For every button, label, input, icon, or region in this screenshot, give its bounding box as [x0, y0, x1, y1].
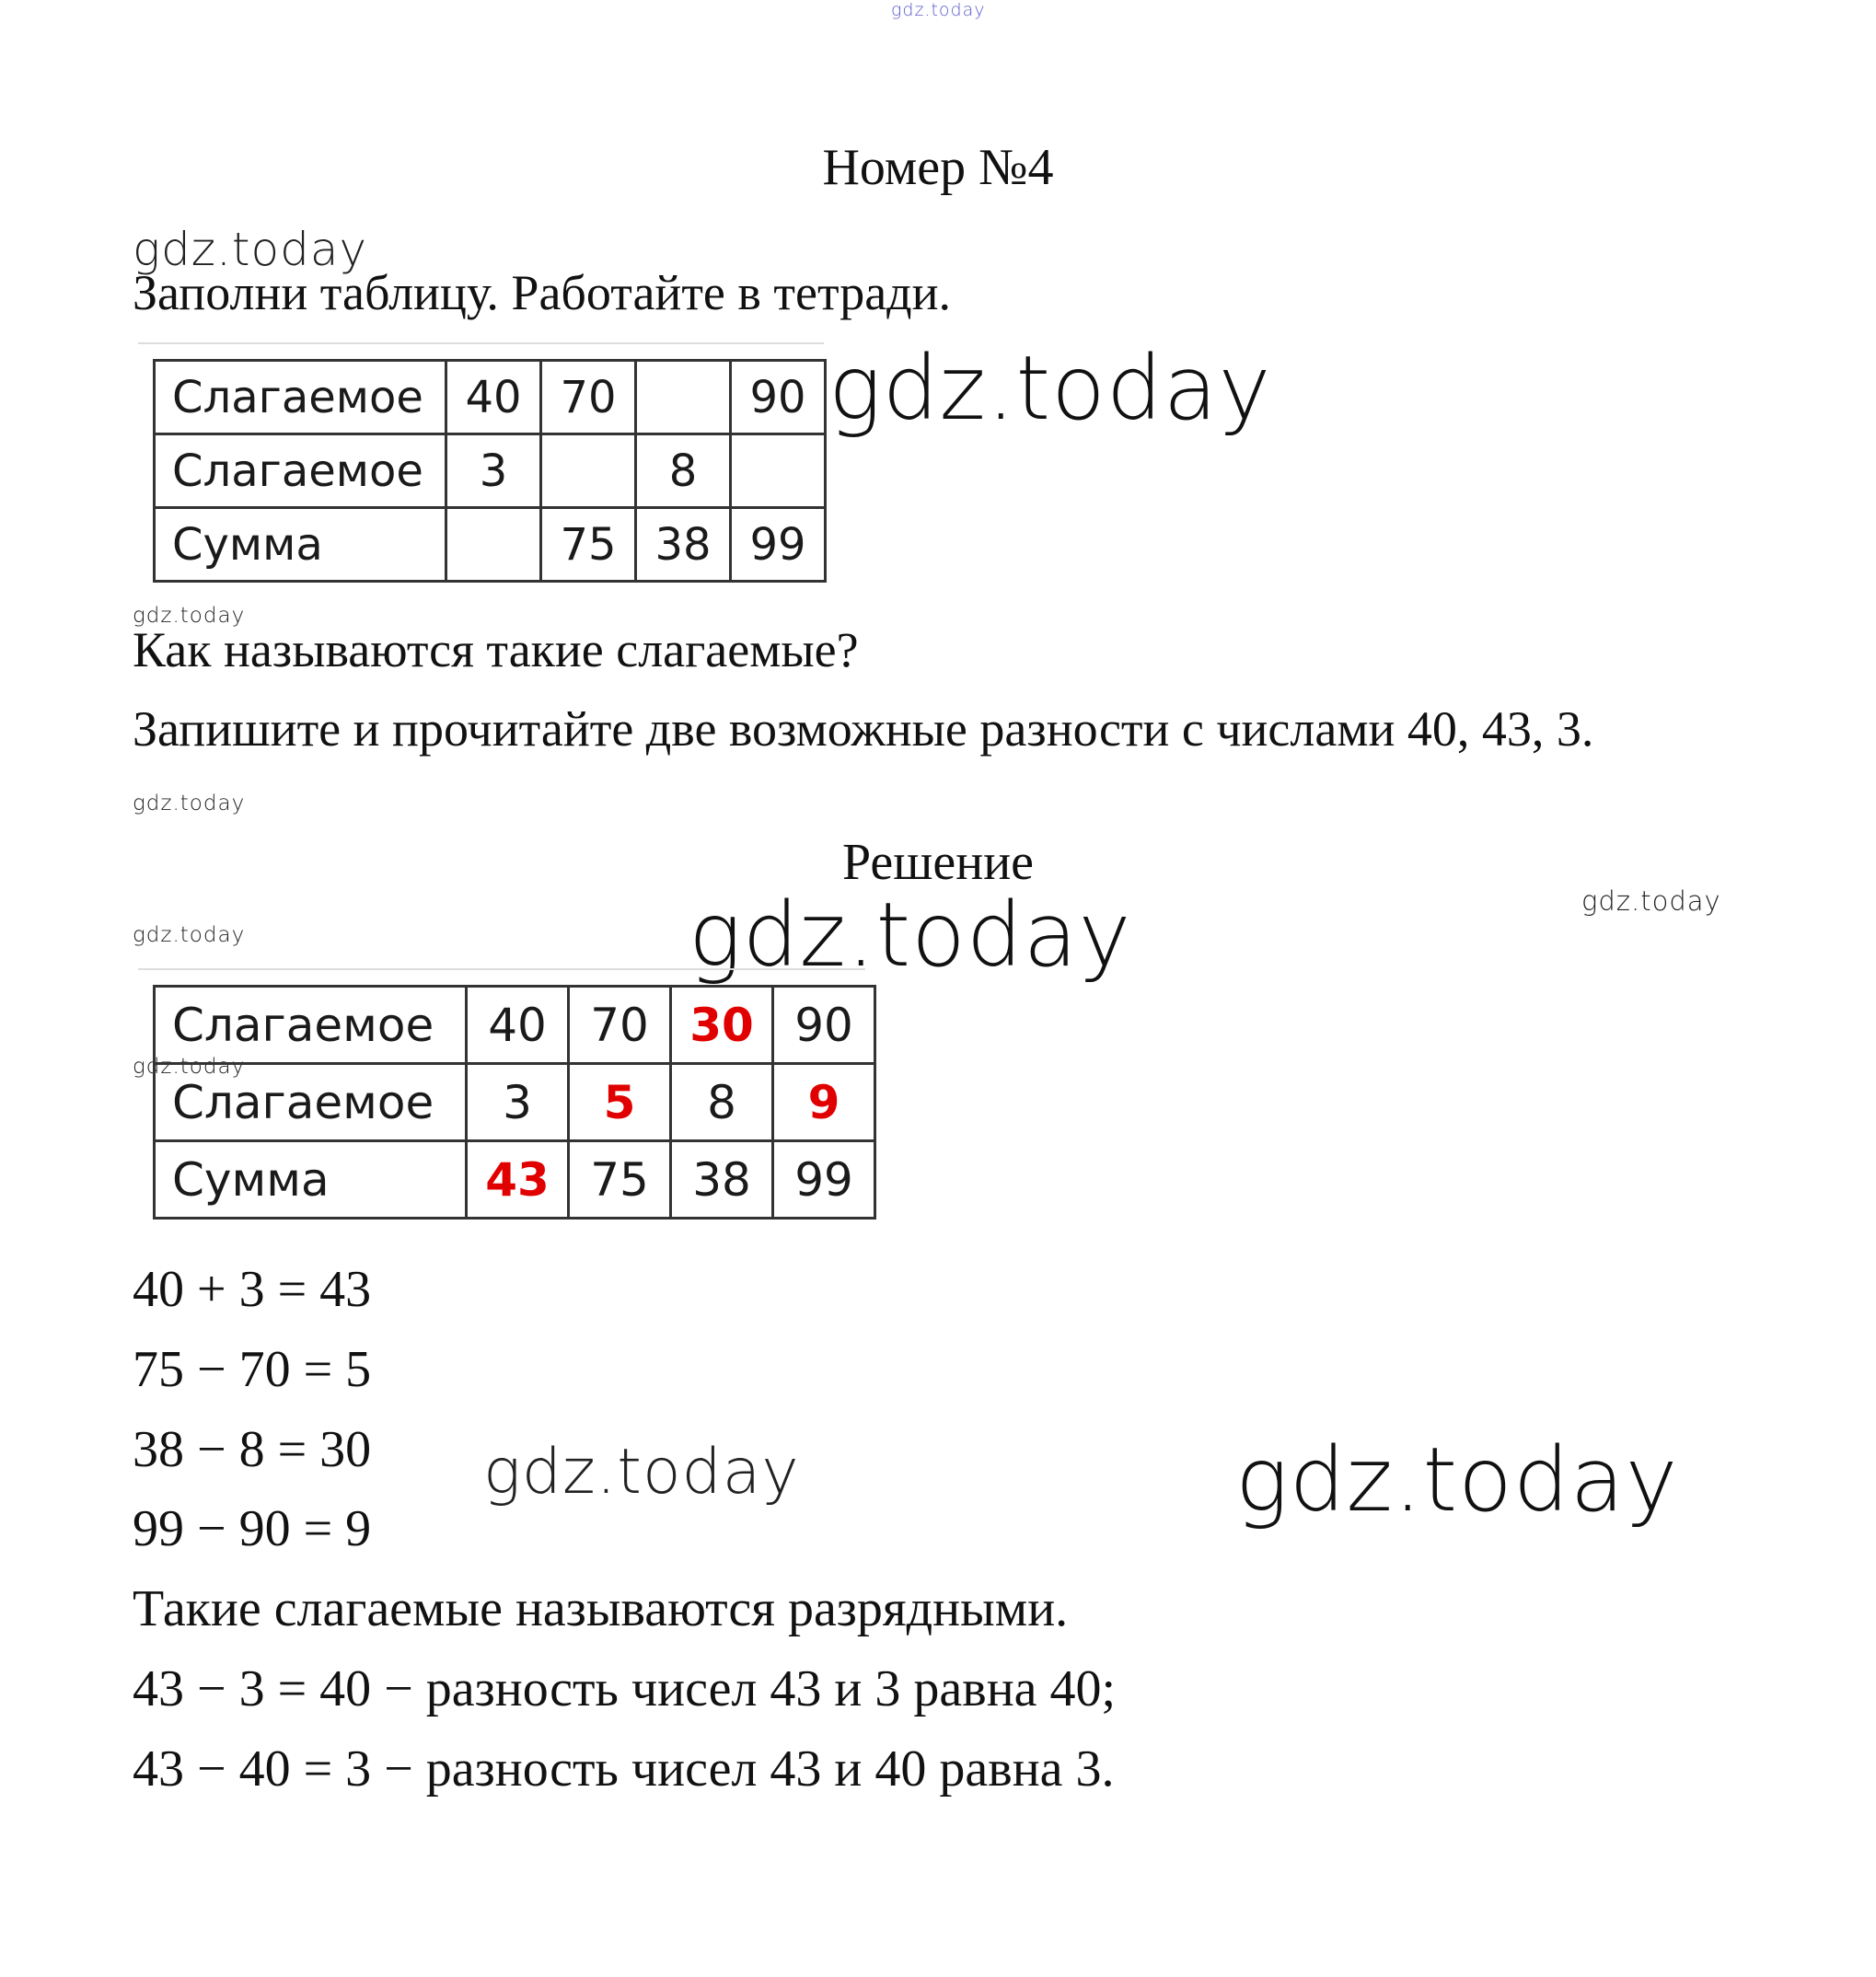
table-cell: 38 — [671, 1141, 773, 1219]
solution-title: Решение — [841, 834, 1035, 891]
table-cell-filled: 5 — [569, 1064, 671, 1141]
problem-instruction: Заполни таблицу. Работайте в тетради. — [133, 265, 952, 320]
table-cell-filled: 30 — [671, 987, 773, 1064]
table-cell: 90 — [773, 987, 875, 1064]
watermark: gdz.today — [133, 604, 246, 628]
table-cell: 3 — [467, 1064, 569, 1141]
watermark: gdz.today — [689, 884, 1132, 987]
table-cell — [731, 434, 826, 508]
table-cell: 40 — [467, 987, 569, 1064]
problem-question-1: Как называются такие слагаемые? — [133, 622, 859, 677]
equation: 75 − 70 = 5 — [133, 1341, 372, 1398]
problem-question-2: Запишите и прочитайте две возможные разности с числами 40, 43, 3. — [133, 701, 1594, 757]
table-cell-filled: 9 — [773, 1064, 875, 1141]
equation: 40 + 3 = 43 — [133, 1261, 372, 1318]
table-cell: 70 — [569, 987, 671, 1064]
watermark: gdz.today — [483, 1436, 800, 1509]
watermark: gdz.today — [1581, 885, 1721, 917]
table-row-label: Сумма — [155, 508, 446, 582]
watermark: gdz.today — [828, 337, 1272, 440]
solution-answer: Такие слагаемые называются разрядными. — [133, 1580, 1069, 1637]
table-cell: 75 — [541, 508, 636, 582]
table-cell: 3 — [446, 434, 541, 508]
equation: 99 − 90 = 9 — [133, 1500, 372, 1557]
table-cell: 8 — [671, 1064, 773, 1141]
table-cell — [636, 361, 731, 434]
table-row-label: Слагаемое — [155, 361, 446, 434]
table-row-label: Слагаемое — [155, 1064, 467, 1141]
table-cell-filled: 43 — [467, 1141, 569, 1219]
table-row-label: Слагаемое — [155, 987, 467, 1064]
problem-table — [153, 359, 827, 583]
table-cell: 75 — [569, 1141, 671, 1219]
table-cell: 8 — [636, 434, 731, 508]
table-cell: 99 — [773, 1141, 875, 1219]
watermark: gdz.today — [1235, 1428, 1679, 1532]
table-row-label: Сумма — [155, 1141, 467, 1219]
watermark: gdz.today — [133, 923, 246, 947]
table-cell: 99 — [731, 508, 826, 582]
watermark: gdz.today — [133, 792, 246, 815]
table-cell — [541, 434, 636, 508]
problem-title: Номер №4 — [822, 139, 1054, 196]
solution-table — [153, 985, 876, 1220]
table-cell: 40 — [446, 361, 541, 434]
watermark-top: gdz.today — [891, 0, 986, 20]
watermark: gdz.today — [133, 223, 368, 276]
table-row-label: Слагаемое — [155, 434, 446, 508]
equation: 38 − 8 = 30 — [133, 1421, 372, 1478]
table-cell: 38 — [636, 508, 731, 582]
table-cell: 70 — [541, 361, 636, 434]
watermark: gdz.today — [133, 1055, 246, 1079]
solution-difference: 43 − 3 = 40 − разность чисел 43 и 3 равна 40; — [133, 1660, 1117, 1717]
solution-difference: 43 − 40 = 3 − разность чисел 43 и 40 равна 3. — [133, 1740, 1115, 1798]
table-cell: 90 — [731, 361, 826, 434]
table-cell — [446, 508, 541, 582]
